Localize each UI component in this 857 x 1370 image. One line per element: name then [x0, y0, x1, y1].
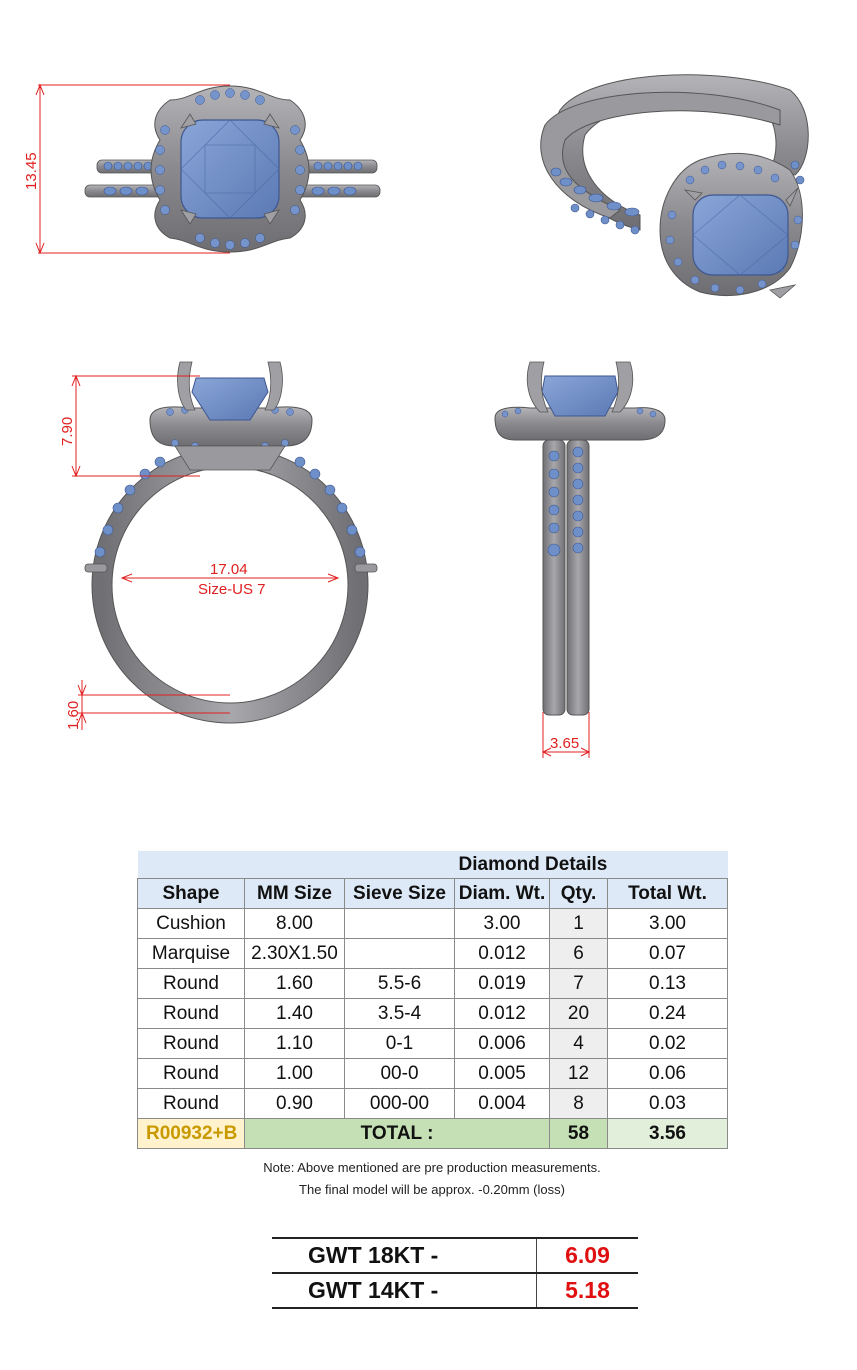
table-row — [138, 1089, 728, 1119]
table-cell: 5.5-6 — [345, 969, 455, 999]
table-cell: 1.10 — [245, 1029, 345, 1059]
gwt-row — [272, 1273, 638, 1308]
table-cell: 0.006 — [455, 1029, 550, 1059]
note-line: Note: Above mentioned are pre production measurements. — [263, 1160, 601, 1175]
style-code: R00932+B — [138, 1119, 245, 1149]
front-view — [85, 362, 377, 723]
table-cell: Round — [138, 1029, 245, 1059]
dimension-label-13-45: 13.45 — [23, 152, 40, 190]
table-cell: 0.90 — [245, 1089, 345, 1119]
table-cell: 1.40 — [245, 999, 345, 1029]
table-cell: 0.02 — [608, 1029, 728, 1059]
total-label: TOTAL : — [245, 1119, 550, 1149]
table-row — [138, 939, 728, 969]
dimension-label-1-60: 1.60 — [65, 700, 82, 730]
table-cell: 6 — [550, 939, 608, 969]
column-header: MM Size — [245, 879, 345, 909]
table-row — [138, 909, 728, 939]
table-cell: 7 — [550, 969, 608, 999]
diamond-details-table — [137, 851, 728, 1149]
table-cell: Round — [138, 1059, 245, 1089]
gwt-value: 5.18 — [565, 1277, 610, 1303]
table-cell: 1 — [550, 909, 608, 939]
table-cell: 8.00 — [245, 909, 345, 939]
table-cell: Round — [138, 1089, 245, 1119]
table-cell: 000-00 — [345, 1089, 455, 1119]
dimension-label-17-04: 17.04 — [210, 561, 248, 578]
table-title: Diamond Details — [455, 851, 728, 879]
table-cell — [345, 909, 455, 939]
side-view — [495, 362, 665, 715]
gwt-label: GWT 18KT - — [272, 1238, 537, 1273]
total-weight: 3.56 — [608, 1119, 728, 1149]
table-cell: 3.5-4 — [345, 999, 455, 1029]
ring-size-label: Size-US 7 — [198, 581, 266, 598]
table-cell: 0.012 — [455, 999, 550, 1029]
table-cell: 00-0 — [345, 1059, 455, 1089]
table-cell: Round — [138, 969, 245, 999]
table-cell: 2.30X1.50 — [245, 939, 345, 969]
table-cell: 12 — [550, 1059, 608, 1089]
table-cell: 1.00 — [245, 1059, 345, 1089]
table-cell: 0.019 — [455, 969, 550, 999]
table-row — [138, 1059, 728, 1089]
table-cell: 4 — [550, 1029, 608, 1059]
table-header-row — [138, 879, 728, 909]
total-qty: 58 — [550, 1119, 608, 1149]
table-row — [138, 999, 728, 1029]
column-header: Qty. — [550, 879, 608, 909]
table-cell: Round — [138, 999, 245, 1029]
dimension-label-7-90: 7.90 — [59, 416, 76, 446]
table-cell — [345, 939, 455, 969]
gwt-value: 6.09 — [565, 1242, 610, 1268]
table-cell: 8 — [550, 1089, 608, 1119]
table-row — [138, 969, 728, 999]
column-header: Diam. Wt. — [455, 879, 550, 909]
dimension-label-3-65: 3.65 — [550, 735, 580, 752]
table-cell: 0.06 — [608, 1059, 728, 1089]
top-view — [85, 86, 380, 252]
table-cell: 0.03 — [608, 1089, 728, 1119]
table-cell: 3.00 — [608, 909, 728, 939]
table-cell: 0.24 — [608, 999, 728, 1029]
gwt-label: GWT 14KT - — [272, 1273, 537, 1308]
note-line: The final model will be approx. -0.20mm (loss) — [299, 1182, 565, 1197]
table-cell: 1.60 — [245, 969, 345, 999]
table-cell: 3.00 — [455, 909, 550, 939]
gwt-row — [272, 1238, 638, 1273]
table-cell: Cushion — [138, 909, 245, 939]
table-cell: 20 — [550, 999, 608, 1029]
table-total-row — [138, 1119, 728, 1149]
table-cell: 0-1 — [345, 1029, 455, 1059]
column-header: Sieve Size — [345, 879, 455, 909]
gross-weight-table — [272, 1237, 638, 1309]
table-row — [138, 1029, 728, 1059]
table-cell: 0.005 — [455, 1059, 550, 1089]
column-header: Total Wt. — [608, 879, 728, 909]
table-cell: 0.012 — [455, 939, 550, 969]
note — [137, 1157, 727, 1201]
column-header: Shape — [138, 879, 245, 909]
table-cell: 0.13 — [608, 969, 728, 999]
perspective-view — [541, 75, 809, 298]
table-cell: 0.07 — [608, 939, 728, 969]
table-cell: 0.004 — [455, 1089, 550, 1119]
table-cell: Marquise — [138, 939, 245, 969]
